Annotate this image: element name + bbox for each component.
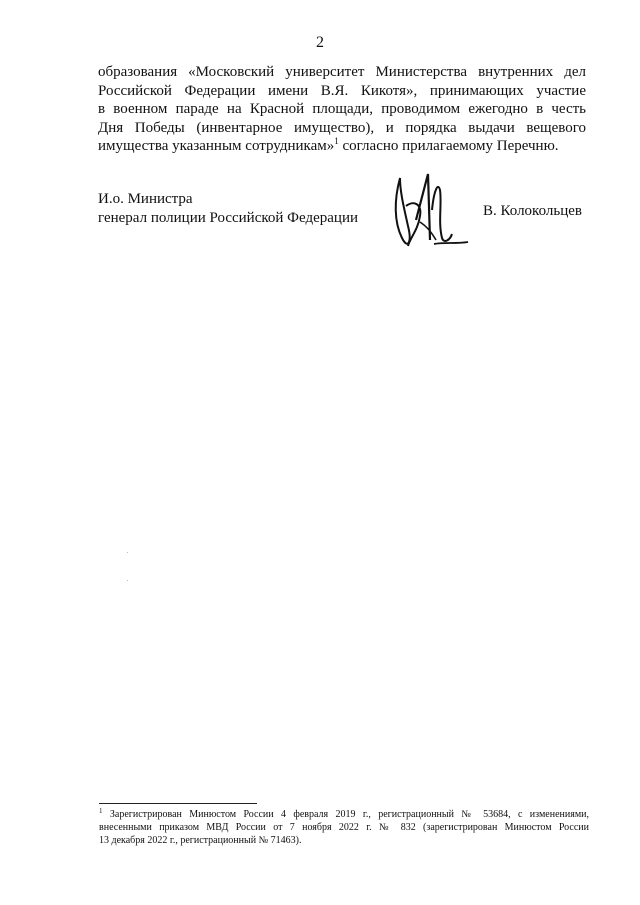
body-line-last [98, 137, 586, 156]
footnote-line: 13 декабря 2022 г., регистрационный № 71463). [99, 835, 302, 846]
signatory-title-line: И.о. Министра [98, 191, 193, 207]
body-line: Дня Победы (инвентарное имущество), и порядка выдачи вещевого [98, 119, 586, 136]
handwritten-signature [386, 160, 476, 256]
footnote-divider [99, 803, 257, 804]
footnote-line [99, 808, 589, 821]
body-line: Российской Федерации имени В.Я. Кикотя», принимающих участие [98, 82, 586, 99]
body-line: в военном параде на Красной площади, проводимом ежегодно в честь [98, 101, 586, 117]
footnote-marker: 1 [99, 807, 103, 815]
signatory-name: В. Колокольцев [483, 203, 582, 219]
scan-speck [127, 552, 128, 553]
footnote-text: Зарегистрирован Минюстом России 4 февраля 2019 г., регистрационный № 53684, с изменениями, [102, 809, 589, 820]
body-line-text: имущества указанным сотрудникам» [98, 138, 335, 154]
body-paragraph [98, 63, 586, 156]
signatory-title-line: генерал полиции Российской Федерации [98, 210, 359, 226]
footnote-line: внесенными приказом МВД России от 7 ноября 2022 г. № 832 (зарегистрирован Минюстом России [99, 822, 589, 833]
page-number: 2 [316, 34, 324, 51]
footnote-ref: 1 [334, 136, 339, 146]
signatory-title [98, 190, 358, 228]
scan-speck [127, 580, 128, 581]
body-line-text: согласно прилагаемому Перечню. [338, 138, 559, 154]
footnote [99, 808, 589, 847]
body-line: образования «Московский университет Министерства внутренних дел [98, 64, 586, 80]
